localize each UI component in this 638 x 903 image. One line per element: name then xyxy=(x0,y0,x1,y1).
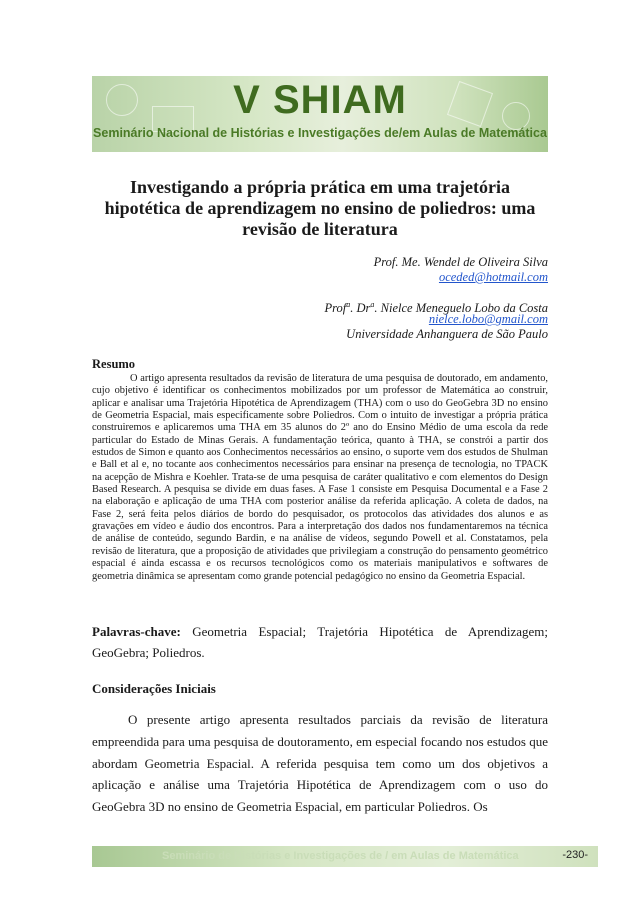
intro-heading: Considerações Iniciais xyxy=(92,681,216,696)
author-affiliation: Universidade Anhanguera de São Paulo xyxy=(346,327,548,341)
abstract-text: O artigo apresenta resultados da revisão de literatura de uma pesquisa de doutorado, em andamento, cujo objetivo é identificar os conhecimentos mobilizados por um professor de Matemática ao construir, aplicar e analisar uma Trajetória Hipotética de Aprendizagem (THA) com o uso do GeoGebra 3D no ensino de Geometria Espacial, mais especificamente sobre Poliedros. Com o intuito de investigar a própria prática construiremos e aplicaremos uma THA em 35 alunos do 2º ano do Ensino Médio de uma escola da rede particular do Estado de Minas Gerais. A fundamentação teórica, quanto à THA, se constrói a partir dos estudos de Simon e quanto aos Conhecimentos necessários ao ensino, o suporte vem dos estudos de Shulman e Ball et al e, no tocante aos conhecimentos necessários para ensinar na presença de tecnologia, no TPACK na acepção de Mishra e Koehler. Trata-se de uma pesquisa de caráter qualitativo e com elementos do Design Based Research. A pesquisa se divide em duas fases. A Fase 1 consiste em Pesquisa Documental e a Fase 2 na elaboração e aplicação de uma THA com posterior análise da referida aplicação. A coleta de dados, na Fase 2, será feita pelos diários de bordo do pesquisador, os protocolos das atividades dos alunos e as gravações em vídeo e áudio dos encontros. Para a interpretação dos dados nos fundamentaremos na técnica de análise de conteúdo, segundo Bardin, e na análise de vídeos, segundo Powell et al. Constatamos, pela revisão de literatura, que a proposição de atividades que privilegiam a construção do pensamento geométrico espacial é ainda escassa e os recursos tecnológicos como os materiais manipulativos e softwares de geometria dinâmica se apresentam como grande potencial pedagógico no ensino da Geometria Espacial. xyxy=(92,373,548,582)
paper-title: Investigando a própria prática em uma trajetória hipotética de aprendizagem no ensino de poliedros: uma revisão de literatura xyxy=(104,177,536,239)
keywords-text: Geometria Espacial; Trajetória Hipotética de Aprendizagem; GeoGebra; Poliedros. xyxy=(92,624,548,660)
author-2-name: Prof$^a$. Dr$^a$. Nielce Meneguelo Lobo da Costa xyxy=(324,300,548,316)
footer-text: Seminário de Histórias e Investigações de / em Aulas de Matemática xyxy=(162,850,519,862)
abstract-heading: Resumo xyxy=(92,357,136,371)
conference-banner xyxy=(92,76,548,152)
page-number: -230- xyxy=(562,849,588,861)
banner-subtitle: Seminário Nacional de Histórias e Investigações de/em Aulas de Matemática xyxy=(93,126,547,140)
author-2-email[interactable]: nielce.lobo@gmail.com xyxy=(428,312,548,326)
footer-banner xyxy=(92,846,598,867)
author-1-email[interactable]: oceded@hotmail.com xyxy=(438,270,548,284)
author-1-name: Prof. Me. Wendel de Oliveira Silva xyxy=(373,255,548,269)
keywords-label: Palavras-chave: xyxy=(92,624,181,639)
intro-text: O presente artigo apresenta resultados parciais da revisão de literatura empreendida para uma pesquisa de doutoramento, em especial focando nos estudos que abordam Geometria Espacial. A referida pesquisa tem como um dos objetivos a aplicação e análise uma Trajetória Hipotética de Aprendizagem com o uso do GeoGebra 3D no ensino de Geometria Espacial, em particular Poliedros. Os xyxy=(92,712,548,815)
keywords xyxy=(92,621,548,663)
banner-title: V SHIAM xyxy=(233,78,407,122)
